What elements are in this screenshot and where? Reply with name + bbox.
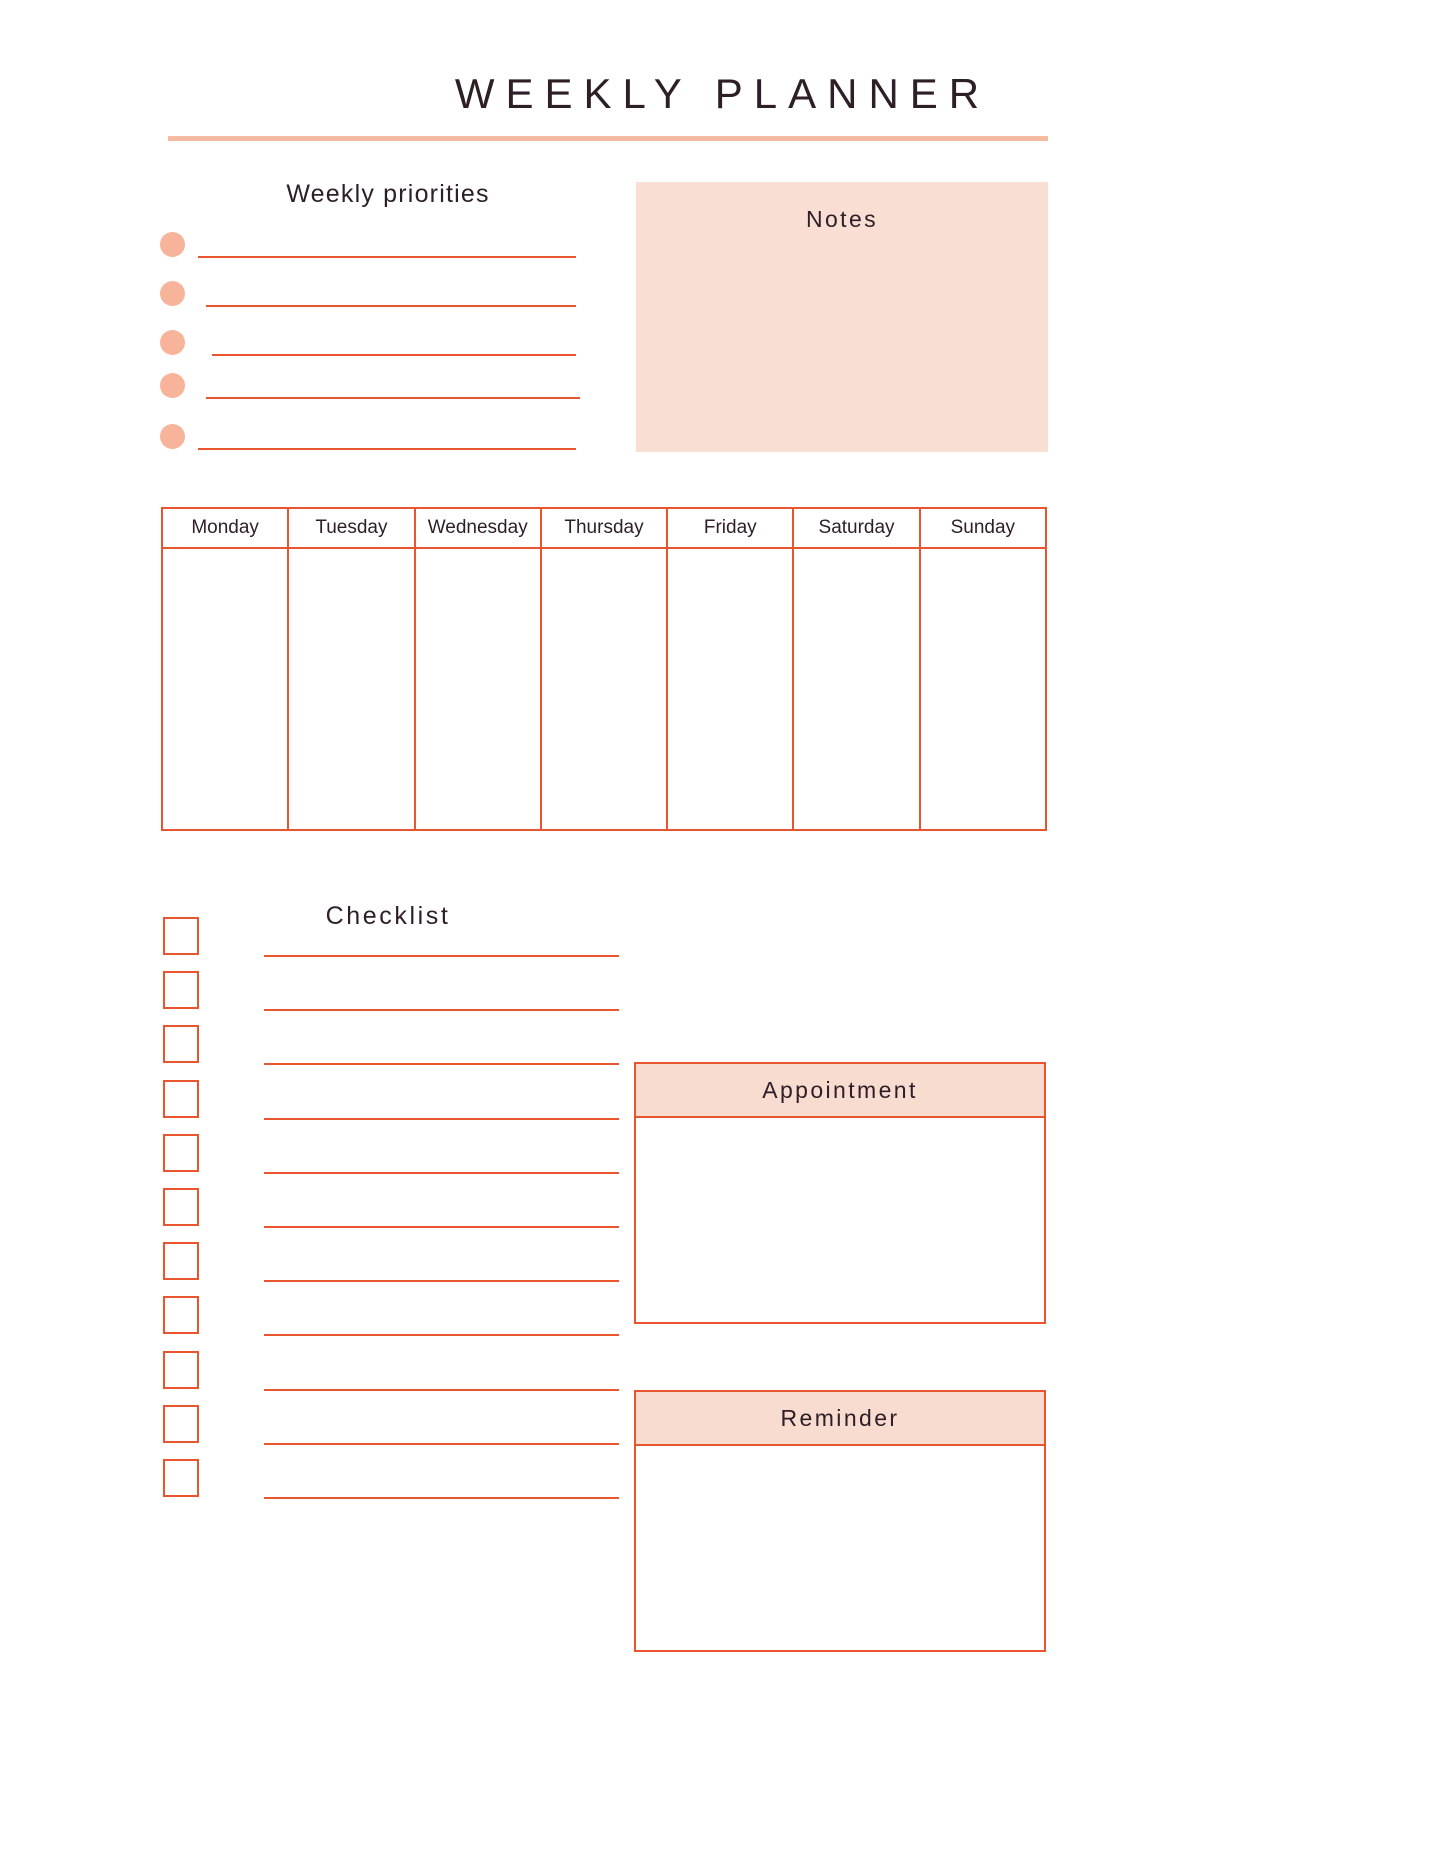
week-table-day-cell[interactable] (288, 548, 414, 830)
weekly-priorities-heading: Weekly priorities (286, 180, 490, 208)
notes-panel[interactable] (636, 182, 1048, 452)
priority-input-line[interactable] (206, 397, 580, 399)
week-table-header-row (162, 508, 1046, 548)
week-table (161, 507, 1047, 831)
appointment-header (634, 1062, 1046, 1118)
checklist-checkbox[interactable] (163, 1242, 199, 1280)
checklist-input-line[interactable] (264, 1118, 619, 1120)
week-table-day-cell[interactable] (162, 548, 288, 830)
appointment-body[interactable] (634, 1118, 1046, 1324)
reminder-panel (634, 1390, 1046, 1652)
week-table-day-header: Thursday (541, 508, 667, 548)
checklist-input-line[interactable] (264, 1172, 619, 1174)
appointment-panel (634, 1062, 1046, 1324)
week-table-day-header: Wednesday (415, 508, 541, 548)
checklist-checkbox[interactable] (163, 1025, 199, 1063)
week-table-day-header: Tuesday (288, 508, 414, 548)
week-table-day-header: Friday (667, 508, 793, 548)
priority-input-line[interactable] (212, 354, 576, 356)
priority-bullet-icon (160, 281, 185, 306)
notes-label: Notes (805, 206, 879, 232)
checklist-checkbox[interactable] (163, 1296, 199, 1334)
reminder-label: Reminder (780, 1404, 900, 1431)
page-title: WEEKLY PLANNER (454, 70, 991, 117)
priority-bullet-icon (160, 373, 185, 398)
reminder-body[interactable] (634, 1446, 1046, 1652)
checklist-input-line[interactable] (264, 1497, 619, 1499)
priority-input-line[interactable] (198, 448, 576, 450)
week-table-day-cell[interactable] (667, 548, 793, 830)
week-table-day-cell[interactable] (415, 548, 541, 830)
week-table-day-header: Saturday (793, 508, 919, 548)
reminder-header (634, 1390, 1046, 1446)
checklist-checkbox[interactable] (163, 1405, 199, 1443)
checklist-heading: Checklist (325, 902, 451, 930)
checklist-checkbox[interactable] (163, 917, 199, 955)
checklist-checkbox[interactable] (163, 1459, 199, 1497)
week-table-body-row (162, 548, 1046, 830)
checklist-input-line[interactable] (264, 1063, 619, 1065)
priority-bullet-icon (160, 232, 185, 257)
priority-input-line[interactable] (206, 305, 576, 307)
title-divider (168, 136, 1048, 141)
appointment-label: Appointment (762, 1076, 918, 1103)
week-table-day-cell[interactable] (793, 548, 919, 830)
week-table-day-cell[interactable] (541, 548, 667, 830)
priority-bullet-icon (160, 424, 185, 449)
checklist-input-line[interactable] (264, 1280, 619, 1282)
checklist-input-line[interactable] (264, 1443, 619, 1445)
checklist-checkbox[interactable] (163, 1188, 199, 1226)
checklist-checkbox[interactable] (163, 1080, 199, 1118)
checklist-checkbox[interactable] (163, 1134, 199, 1172)
week-table-day-cell[interactable] (920, 548, 1046, 830)
checklist-checkbox[interactable] (163, 971, 199, 1009)
priority-bullet-icon (160, 330, 185, 355)
checklist-input-line[interactable] (264, 1009, 619, 1011)
checklist-input-line[interactable] (264, 1389, 619, 1391)
priority-input-line[interactable] (198, 256, 576, 258)
checklist-input-line[interactable] (264, 1334, 619, 1336)
checklist-input-line[interactable] (264, 1226, 619, 1228)
week-table-day-header: Sunday (920, 508, 1046, 548)
week-table-day-header: Monday (162, 508, 288, 548)
checklist-input-line[interactable] (264, 955, 619, 957)
checklist-checkbox[interactable] (163, 1351, 199, 1389)
